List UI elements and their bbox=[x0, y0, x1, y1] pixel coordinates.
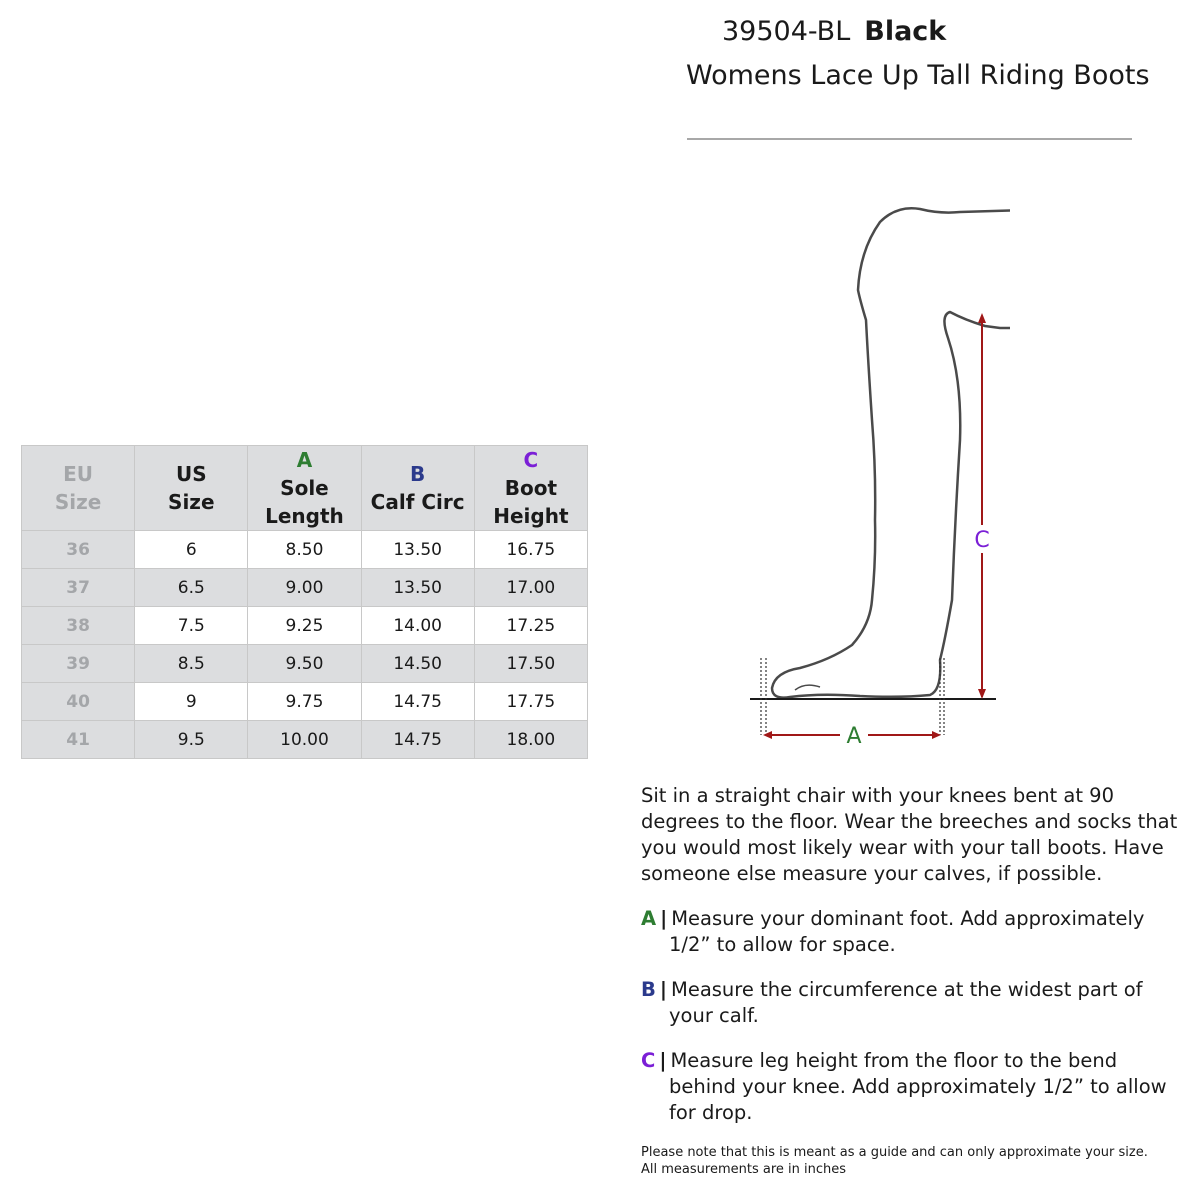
cell-calf-circ: 14.00 bbox=[361, 607, 474, 645]
cell-eu-size: 36 bbox=[22, 531, 135, 569]
cell-calf-circ: 13.50 bbox=[361, 569, 474, 607]
cell-eu-size: 40 bbox=[22, 683, 135, 721]
cell-boot-height: 17.00 bbox=[474, 569, 587, 607]
label-c: C bbox=[974, 528, 990, 553]
table-row bbox=[22, 721, 588, 759]
footnote-line2: All measurements are in inches bbox=[641, 1162, 846, 1177]
product-color: Black bbox=[864, 16, 947, 47]
cell-boot-height: 17.50 bbox=[474, 645, 587, 683]
footnote-line1: Please note that this is meant as a guide and can only approximate your size. bbox=[641, 1145, 1148, 1160]
cell-boot-height: 17.75 bbox=[474, 683, 587, 721]
intro-text: Sit in a straight chair with your knees bent at 90 degrees to the floor. Wear the breeches and socks that you would most likely wear with your tall boots. Have someone else measure your calves, if possible. bbox=[641, 784, 1178, 885]
leg-outline bbox=[772, 208, 1010, 697]
step-a bbox=[641, 906, 1186, 958]
cell-eu-size: 38 bbox=[22, 607, 135, 645]
table-row bbox=[22, 569, 588, 607]
leg-measurement-diagram bbox=[740, 195, 1010, 755]
cell-calf-circ: 13.50 bbox=[361, 531, 474, 569]
toe-detail bbox=[795, 685, 820, 690]
cell-sole-length: 8.50 bbox=[248, 531, 361, 569]
cell-eu-size: 37 bbox=[22, 569, 135, 607]
arrowhead-c-top bbox=[978, 313, 986, 323]
step-b-letter: B bbox=[641, 978, 656, 1001]
step-a-text: Measure your dominant foot. Add approximately 1/2” to allow for space. bbox=[669, 907, 1145, 956]
header-calf-line1: Calf Circ bbox=[370, 490, 465, 514]
cell-us-size: 9 bbox=[135, 683, 248, 721]
cell-us-size: 8.5 bbox=[135, 645, 248, 683]
header-letter-c: C bbox=[523, 448, 539, 472]
instructions-intro bbox=[641, 783, 1186, 887]
cell-sole-length: 9.00 bbox=[248, 569, 361, 607]
cell-boot-height: 16.75 bbox=[474, 531, 587, 569]
header-eu-line2: Size bbox=[54, 490, 102, 514]
product-heading bbox=[722, 16, 946, 47]
product-code: 39504-BL bbox=[722, 16, 851, 47]
header-us-size bbox=[135, 446, 248, 531]
header-letter-b: B bbox=[410, 462, 426, 486]
cell-boot-height: 18.00 bbox=[474, 721, 587, 759]
cell-sole-length: 9.75 bbox=[248, 683, 361, 721]
table-row bbox=[22, 607, 588, 645]
step-c bbox=[641, 1048, 1186, 1126]
step-c-text: Measure leg height from the floor to the bend behind your knee. Add approximately 1/2” to allow for drop. bbox=[669, 1049, 1167, 1124]
cell-us-size: 6.5 bbox=[135, 569, 248, 607]
header-us-line1: US bbox=[175, 462, 207, 486]
cell-eu-size: 39 bbox=[22, 645, 135, 683]
step-b bbox=[641, 977, 1186, 1029]
cell-sole-length: 10.00 bbox=[248, 721, 361, 759]
header-boot-height bbox=[474, 446, 587, 531]
label-a: A bbox=[846, 724, 862, 749]
step-separator: | bbox=[660, 907, 668, 930]
step-b-text: Measure the circumference at the widest part of your calf. bbox=[669, 978, 1143, 1027]
step-a-letter: A bbox=[641, 907, 657, 930]
header-divider bbox=[687, 138, 1132, 140]
cell-us-size: 7.5 bbox=[135, 607, 248, 645]
cell-us-size: 9.5 bbox=[135, 721, 248, 759]
table-row bbox=[22, 683, 588, 721]
header-eu-line1: EU bbox=[63, 462, 94, 486]
product-title: Womens Lace Up Tall Riding Boots bbox=[686, 60, 1150, 91]
step-separator: | bbox=[659, 978, 667, 1001]
cell-calf-circ: 14.50 bbox=[361, 645, 474, 683]
cell-calf-circ: 14.75 bbox=[361, 683, 474, 721]
cell-us-size: 6 bbox=[135, 531, 248, 569]
step-c-letter: C bbox=[641, 1049, 656, 1072]
header-sole-line1: Sole bbox=[280, 476, 329, 500]
header-height-line2: Height bbox=[493, 504, 569, 528]
arrowhead-c-bottom bbox=[978, 689, 986, 699]
size-table-header-row bbox=[22, 446, 588, 531]
header-sole-length bbox=[248, 446, 361, 531]
header-height-line1: Boot bbox=[504, 476, 558, 500]
size-chart-table bbox=[21, 445, 588, 759]
step-separator: | bbox=[659, 1049, 667, 1072]
arrowhead-a-left bbox=[763, 731, 772, 739]
table-row bbox=[22, 645, 588, 683]
cell-eu-size: 41 bbox=[22, 721, 135, 759]
cell-boot-height: 17.25 bbox=[474, 607, 587, 645]
header-letter-a: A bbox=[296, 448, 313, 472]
cell-sole-length: 9.25 bbox=[248, 607, 361, 645]
header-sole-line2: Length bbox=[265, 504, 344, 528]
header-us-line2: Size bbox=[168, 490, 215, 514]
header-calf-circ bbox=[361, 446, 474, 531]
cell-sole-length: 9.50 bbox=[248, 645, 361, 683]
table-row bbox=[22, 531, 588, 569]
header-eu-size bbox=[22, 446, 135, 531]
arrowhead-a-right bbox=[932, 731, 941, 739]
footnote bbox=[641, 1144, 1148, 1178]
cell-calf-circ: 14.75 bbox=[361, 721, 474, 759]
